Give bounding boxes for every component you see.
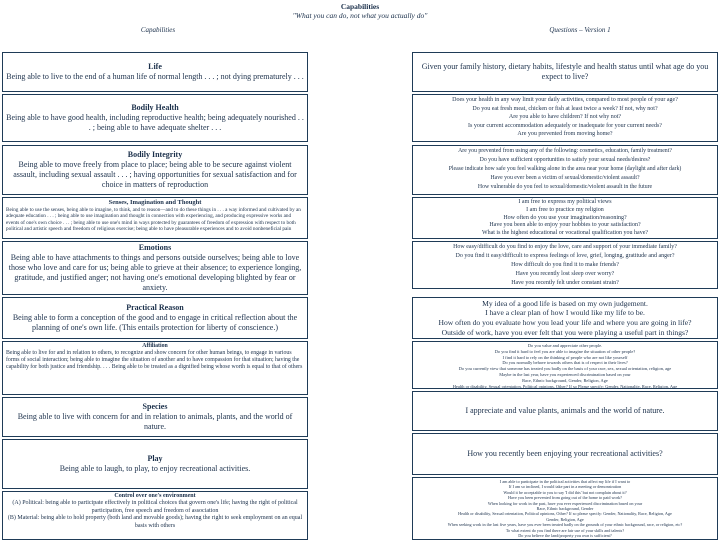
left-species-text: Being able to live with concern for and in relation to animals, plants, and the world of nature. (17, 412, 293, 431)
q-line: I am free to express my political views (518, 199, 612, 205)
q-line: To what extent do you find there are fair use of your skills and talents? (505, 527, 625, 533)
q-line: Have you ever been a victim of sexual/domestic/violent assault? (490, 175, 640, 181)
header-left: Capabilities (140, 26, 176, 34)
q-line: My idea of a good life is based on my own judgement. (482, 298, 648, 308)
q-line: Do you normally behave towards others that is of respect in their lives? (502, 360, 628, 366)
right-species-text: I appreciate and value plants, animals and the world of nature. (465, 406, 665, 415)
q-line: How often do you evaluate how you lead your life and where you are going in life? (438, 318, 692, 327)
left-life (2, 52, 308, 92)
q-line: What is the highest educational or vocational qualification you have? (481, 230, 649, 237)
left-reason-title: Practical Reason (126, 303, 184, 312)
left-emotions-text: Being able to have attachments to things and persons outside ourselves; being able to love those who love and care for us; being able to grieve at their absence; to experience longing, gratitude, and justified anger; not having one's emotional developing blighted by fear or anxiety. (8, 253, 302, 292)
left-species (2, 397, 308, 437)
left-control (2, 491, 308, 540)
q-line: Do you have sufficient opportunities to satisfy your sexual needs/desires? (479, 157, 651, 163)
right-control (412, 477, 718, 540)
q-line: Health or disability, Sexual orientation, Political opinions, Other? If so Please specify: Gender, Nationality, Race, Religion, Age (452, 383, 678, 389)
left-senses-text: Being able to use the senses, being able to imagine, to think, and to reason—and to do these things in . . . a way informed and cultivated by an adequate education . . . ; being able to use imagination and thought in connection with experiencing, and producing expressive works and events of one's own choice . . . ; being able to use one's mind in ways protected by guarantees of freedom of expression with respect to both political and artistic speech and freedom of religious exercise; being able to have pleasurable experiences and to avoid nonbeneficial pain (6, 207, 301, 233)
header-center (240, 2, 480, 20)
left-control-text-a: (A) Political: being able to participate effectively in political choices that govern one's life; having the right of political participation, free speech and freedom of association (12, 500, 298, 514)
right-integrity (412, 145, 718, 195)
right-species (412, 391, 718, 431)
q-line: I am able to participate in the political activities that affect my life if I want to (499, 479, 631, 484)
q-line: How often do you use your imagination/reasoning? (503, 214, 627, 221)
q-line: How difficult do you find it to make friends? (511, 262, 619, 268)
q-line: When seeking work in the last five years, have you ever been treated badly on the grounds of your ethnic background, race, or religion, etc? (447, 522, 683, 528)
left-reason (2, 297, 308, 339)
q-line: Do you find it hard to feel you are able to imagine the situation of other people? (494, 348, 636, 354)
left-emotions (2, 241, 308, 295)
left-reason-text: Being able to form a conception of the good and to engage in critical reflection about the planning of one's own life. (This entails protection for liberty of conscience.) (12, 313, 298, 332)
q-line: Have you recently lost sleep over worry? (515, 271, 615, 277)
right-life-text: Given your family history, dietary habits, lifestyle and health status until what age do you expect to live? (421, 62, 709, 81)
q-line: Do you value and appreciate other people. (527, 343, 603, 348)
left-control-text-b: (B) Material: being able to hold property (both land and movable goods); having the right to seek employment on an equal basis with others (7, 515, 303, 529)
q-line: Outside of work, have you ever felt that you were playing a useful part in things? (441, 327, 689, 337)
q-line: Do you find it easy/difficult to express feelings of love, grief, longing, gratitude and anger? (455, 253, 675, 259)
q-line: How easy/difficult do you find to enjoy the love, care and support of your immediate family? (453, 244, 677, 250)
q-line: Race, Ethnic background, Gender (536, 506, 594, 512)
left-play (2, 439, 308, 489)
left-play-text: Being able to laugh, to play, to enjoy recreational activities. (59, 464, 251, 473)
header-right: Questions – Version 1 (549, 26, 611, 34)
left-senses-title: Senses, Imagination and Thought (108, 199, 202, 206)
q-line: When looking for work in the past, have you ever experienced discrimination based on your (487, 500, 643, 506)
right-emotions (412, 241, 718, 289)
right-senses (412, 197, 718, 239)
q-line: Does your health in any way limit your daily activities, compared to most people of your age? (452, 97, 678, 103)
q-line: Have you been able to enjoy your hobbies to your satisfaction? (489, 222, 641, 229)
left-affiliation-text: Being able to live for and in relation to others, to recognize and show concern for other human beings, to engage in various forms of social interaction; being able to imagine the situation of another and to have compassion for that situation; having the capability for both justice and friendship. . . . Being able to be treated as a dignified being whose worth is equal to that of others (6, 350, 303, 370)
left-senses (2, 197, 308, 239)
q-line: Are you able to have children? If not why not? (508, 114, 622, 121)
q-line: Gender, Religion, Age (546, 516, 584, 522)
header-center-subtitle: "What you can do, not what you actually do" (292, 11, 428, 20)
right-play (412, 433, 718, 475)
q-line: Have you recently felt under constant strain? (511, 280, 619, 286)
left-health (2, 94, 308, 142)
q-line: Would it be acceptable to you to say 'I did this' but not complain about it? (503, 489, 627, 495)
q-line: Do you currently view that someone has treated you badly on the basis of your race, sex, sexual orientation, religion, age (458, 366, 672, 372)
q-line: Maybe in the last year, have you experienced discrimination based on your (499, 371, 631, 377)
left-life-title: Life (148, 62, 162, 71)
header-center-title: Capabilities (340, 2, 380, 11)
left-health-text: Being able to have good health, including reproductive health; being adequately nourished . . . ; being able to have adequate shelter . . . (6, 113, 304, 132)
left-emotions-title: Emotions (138, 243, 172, 252)
left-integrity (2, 145, 308, 195)
q-line: How vulnerable do you feel to sexual/domestic/violent assault in the future (477, 184, 653, 190)
left-control-title: Control over one's environment (114, 493, 196, 499)
q-line: If I am so inclined, I would take part in a meeting or demonstration (508, 484, 622, 490)
right-reason (412, 297, 718, 339)
q-line: Are you prevented from moving home? (517, 131, 613, 138)
q-line: I find it hard to rely on the thinking of people who are not like yourself (502, 354, 628, 360)
right-play-text: How you recently been enjoying your recreational activities? (467, 449, 663, 458)
left-integrity-title: Bodily Integrity (127, 150, 183, 159)
left-species-title: Species (142, 402, 168, 411)
q-line: I am free to practice my religion (526, 206, 604, 213)
q-line: Is your current accommodation adequately or inadequate for your current needs? (468, 122, 662, 129)
right-affiliation (412, 341, 718, 389)
q-line: Do you eat fresh meat, chicken or fish at least twice a week? If not, why not? (472, 105, 658, 112)
q-line: Do you believe the land/property you own is sufficient? (518, 533, 612, 539)
q-line: Are you prevented from using any of the following: cosmetics, education, family treatment? (458, 148, 672, 154)
q-line: Have you been prevented from going out of the home to paid work? (508, 495, 622, 501)
left-affiliation (2, 341, 308, 395)
q-line: Please indicate how safe you feel walking alone in the area near your home (daylight and after dark) (448, 166, 682, 172)
q-line: I have a clear plan of how I would like my life to be. (485, 308, 645, 318)
left-play-title: Play (147, 454, 163, 463)
q-line: Race, Ethnic background, Gender, Religion, Age (522, 377, 608, 383)
left-affiliation-title: Affiliation (142, 343, 168, 349)
left-integrity-text: Being able to move freely from place to place; being able to be secure against violent assault, including sexual assault . . . ; having opportunities for sexual satisfaction and for choice in matters of reproduction (13, 160, 297, 189)
left-life-text: Being able to live to the end of a human life of normal length . . . ; not dying prematurely . . . (6, 72, 304, 81)
left-health-title: Bodily Health (131, 103, 179, 112)
right-health (412, 94, 718, 142)
right-life (412, 52, 718, 92)
q-line: Health or disability, Sexual orientation, Political opinions, Other? If so please specify: Gender, Nationality, Race, Religion, Age (458, 511, 672, 517)
